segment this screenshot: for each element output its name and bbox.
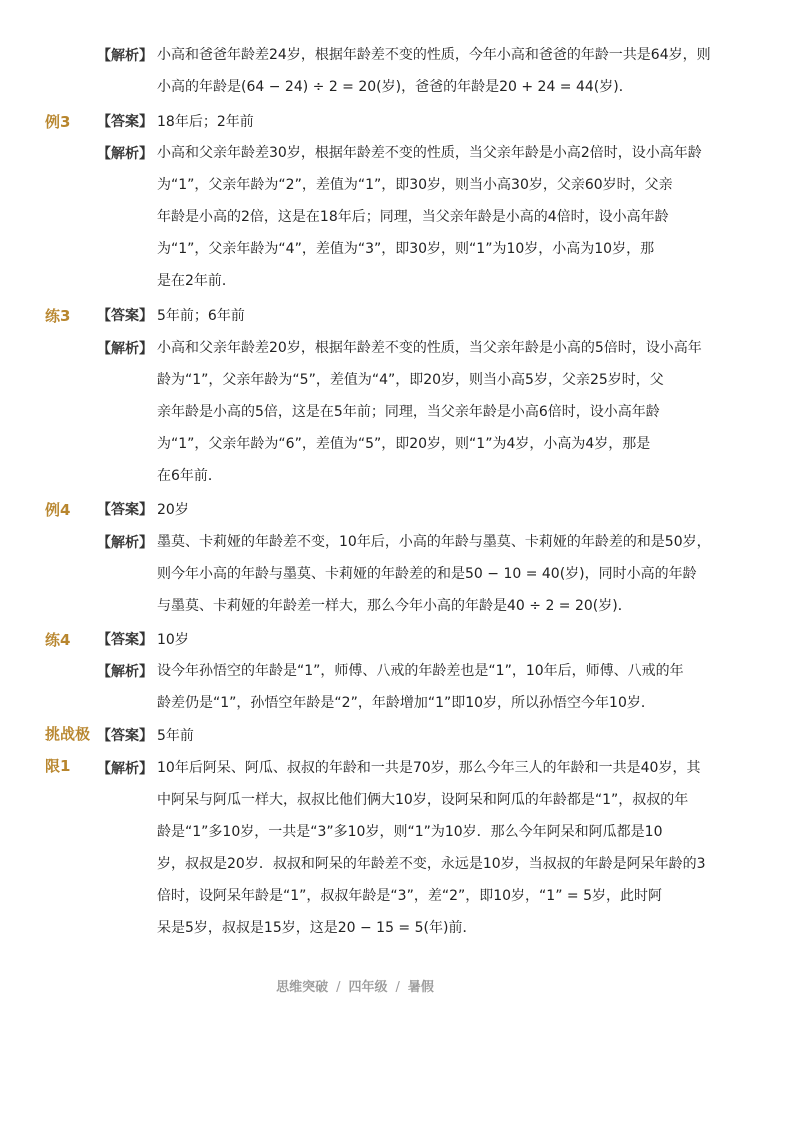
answer-tag: 【答案】 — [97, 632, 153, 648]
text-line: 10年后阿呆、阿瓜、叔叔的年龄和一共是70岁，那么今年三人的年龄和一共是40岁，其 — [157, 760, 701, 776]
practice-4-label: 练4 — [45, 631, 71, 649]
text-line: 为“1”，父亲年龄为“2”，差值为“1”，即30岁，则当小高30岁，父亲60岁时，父亲 — [157, 177, 673, 193]
answer-tag: 【答案】 — [97, 114, 153, 130]
challenge-label-line1: 挑战极 — [45, 725, 91, 743]
example-4-analysis — [157, 526, 717, 622]
text-line: 中阿呆与阿瓜一样大，叔叔比他们俩大10岁，设阿呆和阿瓜的年龄都是“1”，叔叔的年 — [157, 792, 689, 808]
page-footer — [0, 976, 710, 995]
text-line: 与墨莫、卡莉娅的年龄差一样大，那么今年小高的年龄是40 ÷ 2 = 20(岁)． — [157, 598, 632, 614]
footer-grade: 四年级 — [348, 980, 388, 995]
challenge-answer: 5年前 — [157, 728, 194, 744]
text-line: 呆是5岁，叔叔是15岁，这是20 − 15 = 5(年)前． — [157, 920, 477, 936]
text-line: 小高和父亲年龄差20岁，根据年龄差不变的性质，当父亲年龄是小高的5倍时，设小高年 — [157, 340, 702, 356]
example-4-label: 例4 — [45, 501, 71, 519]
practice-3-analysis — [157, 332, 717, 492]
text-line: 墨莫、卡莉娅的年龄差不变，10年后，小高的年龄与墨莫、卡莉娅的年龄差的和是50岁， — [157, 534, 711, 550]
text-line: 设今年孙悟空的年龄是“1”，师傅、八戒的年龄差也是“1”，10年后，师傅、八戒的年 — [157, 663, 684, 679]
text-line: 龄为“1”，父亲年龄为“5”，差值为“4”，即20岁，则当小高5岁，父亲25岁时，父 — [157, 372, 664, 388]
text-line: 小高和父亲年龄差30岁，根据年龄差不变的性质，当父亲年龄是小高2倍时，设小高年龄 — [157, 145, 702, 161]
challenge-label-line2: 限1 — [45, 757, 71, 775]
footer-separator: / — [395, 980, 400, 995]
text-line: 龄差仍是“1”，孙悟空年龄是“2”，年龄增加“1”即10岁，所以孙悟空今年10岁． — [157, 695, 655, 711]
answer-tag: 【答案】 — [97, 308, 153, 324]
footer-term: 暑假 — [407, 980, 434, 995]
text-line: 是在2年前． — [157, 273, 236, 289]
text-line: 为“1”，父亲年龄为“6”，差值为“5”，即20岁，则“1”为4岁，小高为4岁，那是 — [157, 436, 651, 452]
text-line: 龄是“1”多10岁，一共是“3”多10岁，则“1”为10岁．那么今年阿呆和阿瓜都是10 — [157, 824, 663, 840]
example-3-analysis — [157, 137, 717, 297]
text-line: 亲年龄是小高的5倍，这是在5年前；同理，当父亲年龄是小高6倍时，设小高年龄 — [157, 404, 660, 420]
footer-separator: / — [336, 980, 341, 995]
challenge-label — [45, 718, 90, 782]
example-4-answer: 20岁 — [157, 502, 189, 518]
text-line: 岁，叔叔是20岁．叔叔和阿呆的年龄差不变，永远是10岁，当叔叔的年龄是阿呆年龄的3 — [157, 856, 706, 872]
answer-tag: 【答案】 — [97, 502, 153, 518]
practice-4-answer: 10岁 — [157, 632, 189, 648]
text-line: 在6年前． — [157, 468, 222, 484]
answer-tag: 【答案】 — [97, 728, 153, 744]
example-3-label: 例3 — [45, 113, 71, 131]
text-line: 倍时，设阿呆年龄是“1”，叔叔年龄是“3”，差“2”，即10岁，“1” = 5岁，此时阿 — [157, 888, 663, 904]
analysis-tag: 【解析】 — [97, 146, 153, 162]
example-3-answer: 18年后；2年前 — [157, 114, 254, 130]
analysis-tag: 【解析】 — [97, 664, 153, 680]
analysis-tag: 【解析】 — [97, 761, 153, 777]
analysis-tag: 【解析】 — [97, 535, 153, 551]
text-line: 则今年小高的年龄与墨莫、卡莉娅的年龄差的和是50 − 10 = 40(岁)，同时小高的年龄 — [157, 566, 697, 582]
practice-3-answer: 5年前；6年前 — [157, 308, 245, 324]
footer-series: 思维突破 — [276, 980, 329, 995]
text-line: 为“1”，父亲年龄为“4”，差值为“3”，即30岁，则“1”为10岁，小高为10岁，那 — [157, 241, 655, 257]
text-line: 小高的年龄是(64 − 24) ÷ 2 = 20(岁)，爸爸的年龄是20 + 24 = 44(岁)． — [157, 79, 633, 95]
intro-analysis — [157, 39, 717, 103]
text-line: 小高和爸爸年龄差24岁，根据年龄差不变的性质，今年小高和爸爸的年龄一共是64岁，则 — [157, 47, 711, 63]
practice-4-analysis — [157, 655, 717, 719]
analysis-tag: 【解析】 — [97, 341, 153, 357]
practice-3-label: 练3 — [45, 307, 71, 325]
challenge-analysis — [157, 752, 717, 944]
text-line: 年龄是小高的2倍，这是在18年后；同理，当父亲年龄是小高的4倍时，设小高年龄 — [157, 209, 669, 225]
analysis-tag: 【解析】 — [97, 48, 153, 64]
